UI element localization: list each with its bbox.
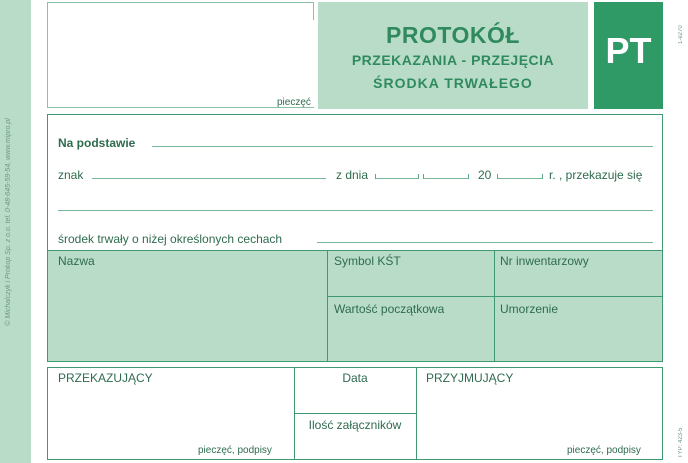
top-code: 1-e270 [678,25,684,44]
umorzenie-label: Umorzenie [500,302,559,316]
pieczec-podpisy-left: pieczęć, podpisy [198,445,272,456]
extra-line-field[interactable] [58,210,653,211]
pieczec-podpisy-right: pieczęć, podpisy [567,445,641,456]
znak-field[interactable] [92,178,326,179]
title-line-1: PROTOKÓŁ [386,22,520,48]
bottom-vline-2 [416,367,417,460]
year-tick-right [542,174,543,179]
na-podstawie-label: Na podstawie [58,136,136,150]
znak-label: znak [58,168,84,182]
year-prefix: 20 [478,168,492,182]
na-podstawie-field[interactable] [152,146,653,147]
day-field[interactable] [375,178,419,179]
grid-vline-2 [494,250,495,362]
year-field[interactable] [497,178,543,179]
przekazujacy-label: PRZEKAZUJĄCY [58,371,153,385]
form-code-label: PT [605,30,652,71]
title-line-2: PRZEKAZANIA - PRZEJĘCIA [351,52,555,68]
day-tick-right [418,174,419,179]
symbol-kst-label: Symbol KŚT [334,254,401,268]
wartosc-poczatkowa-label: Wartość początkowa [334,302,445,316]
grid-vline-1 [327,250,328,362]
srodek-label: środek trwały o niżej określonych cechach [58,232,283,246]
grid-hline [327,296,663,297]
stamp-right-border [313,2,314,20]
przekazuje-label: r. , przekazuje się [549,168,643,182]
stamp-box[interactable] [47,2,314,108]
title-line-3: ŚRODKA TRWAŁEGO [373,75,533,91]
stamp-label: pieczęć [277,97,311,108]
month-tick-right [468,174,469,179]
srodek-field[interactable] [317,242,653,243]
ilosc-zalacznikow-label: Ilość załączników [308,418,402,432]
z-dnia-label: z dnia [336,168,369,182]
month-field[interactable] [423,178,469,179]
bottom-code: TYP: 423-5 [678,427,684,458]
nazwa-label: Nazwa [58,254,95,268]
day-tick-left [375,174,376,179]
publisher-text: © Michalczyk i Prokop Sp. z o.o. tel. 0-48-645-59-54, www.mipro.pl [5,118,12,326]
nr-inwentarzowy-label: Nr inwentarzowy [500,254,589,268]
stamp-left-border [47,2,48,108]
stamp-top-border [47,2,314,3]
data-label: Data [342,371,368,385]
year-tick-left [497,174,498,179]
bottom-hline [294,413,416,414]
month-tick-left [423,174,424,179]
przyjmujacy-label: PRZYJMUJĄCY [426,371,514,385]
